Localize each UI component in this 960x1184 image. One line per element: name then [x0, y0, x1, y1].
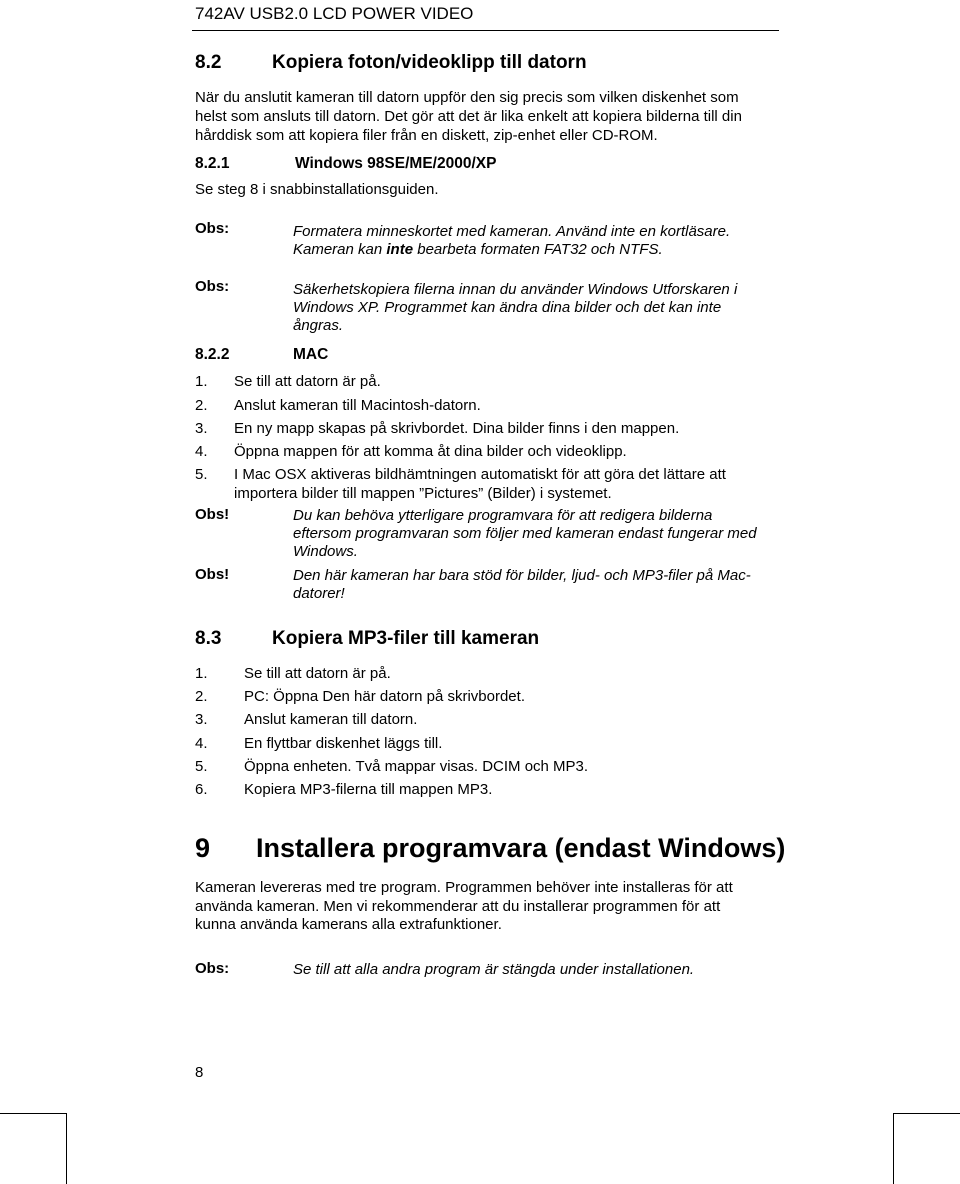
mp3-step-4-text: En flyttbar diskenhet läggs till. — [244, 735, 443, 752]
crop-mark-right-vertical — [893, 1113, 894, 1184]
mp3-step-5-text: Öppna enheten. Två mappar visas. DCIM och MP3. — [244, 758, 589, 775]
obs-note-3-line-1: Du kan behöva ytterligare programvara för att redigera bilderna — [293, 507, 713, 524]
obs-label-3: Obs! — [195, 506, 230, 523]
mp3-step-4-number: 4. — [195, 735, 208, 752]
section-8-2-1-text: Se steg 8 i snabbinstallationsguiden. — [195, 181, 439, 198]
mp3-step-6-number: 6. — [195, 781, 208, 798]
section-8-2-title: Kopiera foton/videoklipp till datorn — [272, 52, 587, 73]
section-9-title: Installera programvara (endast Windows) — [256, 833, 786, 863]
obs-note-1-line-1: Formatera minneskortet med kameran. Använd inte en kortläsare. — [293, 223, 731, 240]
obs-note-3-line-3: Windows. — [293, 543, 358, 560]
section-9-para-line-2: använda kameran. Men vi rekommenderar att du installerar programmen för att — [195, 898, 721, 915]
obs-note-1-line-2 — [293, 240, 663, 259]
mp3-step-2-number: 2. — [195, 688, 208, 705]
section-8-2-2-title: MAC — [293, 346, 329, 363]
section-8-2-2-number: 8.2.2 — [195, 346, 230, 363]
obs-label-1: Obs: — [195, 220, 230, 237]
obs-label-5: Obs: — [195, 960, 230, 977]
obs-note-1-line-2-a: Kameran kan — [293, 241, 387, 258]
running-header: 742AV USB2.0 LCD POWER VIDEO — [195, 4, 474, 23]
mp3-step-1-text: Se till att datorn är på. — [244, 665, 391, 682]
mp3-step-6-text: Kopiera MP3-filerna till mappen MP3. — [244, 781, 493, 798]
mac-step-5-continued: importera bilder till mappen ”Pictures” (Bilder) i systemet. — [234, 485, 612, 502]
header-rule — [192, 30, 779, 31]
crop-mark-left-vertical — [66, 1113, 67, 1184]
mp3-step-3-number: 3. — [195, 711, 208, 728]
mp3-step-3-text: Anslut kameran till datorn. — [244, 711, 418, 728]
mac-step-1-number: 1. — [195, 373, 208, 390]
mac-step-2-text: Anslut kameran till Macintosh-datorn. — [234, 397, 481, 414]
section-9-para-line-3: kunna använda kamerans alla extrafunktioner. — [195, 916, 502, 933]
obs-note-5: Se till att alla andra program är stängda under installationen. — [293, 961, 695, 978]
obs-label-2: Obs: — [195, 278, 230, 295]
obs-note-1-emphasis: inte — [386, 241, 414, 258]
mac-step-5-number: 5. — [195, 466, 208, 483]
obs-note-2-line-3: ångras. — [293, 317, 344, 334]
mac-step-5-text: I Mac OSX aktiveras bildhämtningen automatiskt för att göra det lättare att — [234, 466, 726, 483]
crop-mark-left-horizontal — [0, 1113, 66, 1114]
obs-note-2-line-2: Windows XP. Programmet kan ändra dina bilder och det kan inte — [293, 299, 722, 316]
mac-step-2-number: 2. — [195, 397, 208, 414]
crop-mark-right-horizontal — [893, 1113, 960, 1114]
mac-step-1-text: Se till att datorn är på. — [234, 373, 381, 390]
mp3-step-2-text: PC: Öppna Den här datorn på skrivbordet. — [244, 688, 525, 705]
section-9-para-line-1: Kameran levereras med tre program. Programmen behöver inte installeras för att — [195, 879, 733, 896]
obs-note-3-line-2: eftersom programvaran som följer med kameran endast fungerar med — [293, 525, 757, 542]
obs-note-2-line-1: Säkerhetskopiera filerna innan du använder Windows Utforskaren i — [293, 281, 738, 298]
section-8-2-1-number: 8.2.1 — [195, 155, 230, 172]
section-8-2-para-line-2: helst som ansluts till datorn. Det gör att det är lika enkelt att kopiera bilderna till din — [195, 108, 742, 125]
section-8-2-para-line-3: hårddisk som att kopiera filer från en diskett, zip-enhet eller CD-ROM. — [195, 127, 658, 144]
section-8-2-number: 8.2 — [195, 52, 222, 73]
mp3-step-5-number: 5. — [195, 758, 208, 775]
section-8-3-title: Kopiera MP3-filer till kameran — [272, 628, 540, 649]
section-9-number: 9 — [195, 833, 211, 863]
obs-note-1-line-2-c: bearbeta formaten FAT32 och NTFS. — [413, 241, 663, 258]
mac-step-3-number: 3. — [195, 420, 208, 437]
section-8-2-para-line-1: När du anslutit kameran till datorn uppför den sig precis som vilken diskenhet som — [195, 89, 739, 106]
mac-step-4-number: 4. — [195, 443, 208, 460]
mp3-step-1-number: 1. — [195, 665, 208, 682]
section-8-2-1-title: Windows 98SE/ME/2000/XP — [295, 155, 497, 172]
obs-note-4-line-2: datorer! — [293, 585, 345, 602]
obs-label-4: Obs! — [195, 566, 230, 583]
page-number: 8 — [195, 1064, 204, 1081]
obs-note-4-line-1: Den här kameran har bara stöd för bilder, ljud- och MP3-filer på Mac- — [293, 567, 751, 584]
section-8-3-number: 8.3 — [195, 628, 222, 649]
mac-step-3-text: En ny mapp skapas på skrivbordet. Dina bilder finns i den mappen. — [234, 420, 680, 437]
mac-step-4-text: Öppna mappen för att komma åt dina bilder och videoklipp. — [234, 443, 627, 460]
